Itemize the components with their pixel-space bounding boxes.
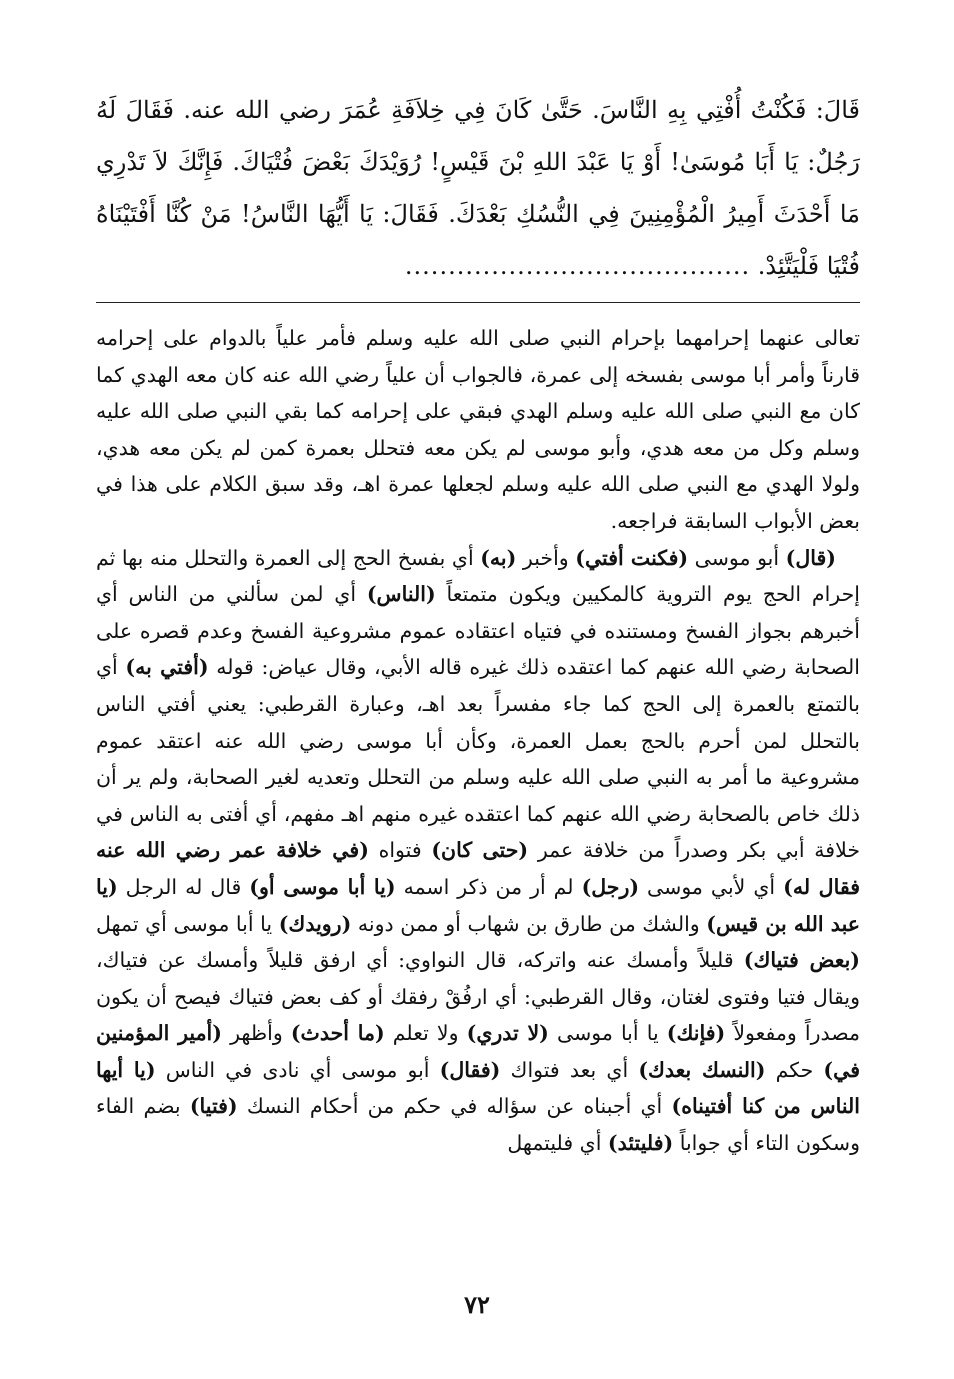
commentary-text: أي بفسخ الحج إلى العمرة والتحلل منه بها ثم إحرام الحج يوم التروية كالمكيين ويكون متمتعاً <box>96 545 860 607</box>
page-number: ٧٢ <box>464 1290 490 1319</box>
commentary-text: يا أبا موسى أي تمهل <box>96 911 279 936</box>
quoted-phrase: (يا عبد الله بن قيس) <box>96 874 860 936</box>
separator-rule <box>96 302 860 303</box>
commentary-text: قليلاً وأمسك عنه واتركه، قال النواوي: أي ارفق قليلاً وأمسك عن فتياك، ويقال فتيا وفتوى لغتان، وقال القرطبي: أي ارفُقْ رفقك أو كف بعض فتياك فيصح أن يكون مصدراً ومفعولاً <box>96 948 860 1046</box>
commentary-text: حكم <box>765 1057 824 1082</box>
commentary-text: وأظهر <box>221 1021 291 1046</box>
commentary-text: وأخبر <box>516 545 576 570</box>
quoted-phrase: (حتى كان) <box>431 838 529 863</box>
hadith-body: قَالَ: فَكُنْتُ أُفْتِي بِهِ النَّاسَ. حَتَّىٰ كَانَ فِي خِلاَفَةِ عُمَرَ رضي الله عنه. فَقَالَ لَهُ رَجُلٌ: يَا أَبَا مُوسَىٰ! أَوْ يَا عَبْدَ اللهِ بْنَ قَيْسٍ! رُوَيْدَكَ بَعْضَ فُتْيَاكَ. فَإِنَّكَ لاَ تَدْرِي مَا أَحْدَثَ أَمِيرُ الْمُؤْمِنِينَ فِي النُّسُكِ بَعْدَكَ. فَقَالَ: يَا أَيُّهَا النَّاسُ! مَنْ كُنَّا أَفْتَيْنَاهُ فُتْيَا فَلْيَتَّئِدْ. <box>96 96 860 280</box>
quoted-phrase: (بعض فتياك) <box>743 948 860 973</box>
quoted-phrase: (الناس) <box>366 582 436 607</box>
quoted-phrase: (فكنت أفتي) <box>575 545 689 570</box>
quoted-phrase: (رويدك) <box>278 911 352 936</box>
hadith-text <box>96 84 860 292</box>
quoted-phrase: (قال) <box>785 545 836 570</box>
commentary-text: لم أر من ذكر اسمه <box>395 874 582 899</box>
quoted-phrase: (فتيا) <box>189 1094 238 1119</box>
commentary-text: أبو موسى <box>688 545 786 570</box>
quoted-phrase: (أفتي به) <box>125 655 209 680</box>
commentary-text: أي فليتمهل <box>507 1131 608 1156</box>
commentary-text: أي لأبي موسى <box>639 874 784 899</box>
quoted-phrase: (رجل) <box>581 874 640 899</box>
commentary-text: أي بعد فتواك <box>500 1057 639 1082</box>
quoted-phrase: (فليتئد) <box>607 1131 674 1156</box>
quoted-phrase: (فإنك) <box>666 1021 726 1046</box>
commentary-paragraph-2 <box>96 540 860 1162</box>
commentary-text: فتواه <box>368 838 432 863</box>
commentary-text: بضم الفاء وسكون التاء أي جواباً <box>96 1094 860 1156</box>
continuation-dots: ........................................ <box>404 252 751 280</box>
quoted-phrase: (لا تدري) <box>466 1021 549 1046</box>
commentary-text: أي أجبناه عن سؤاله في حكم من أحكام النسك <box>237 1094 672 1119</box>
quoted-phrase: (في خلافة عمر رضي الله عنه فقال له) <box>96 838 860 899</box>
commentary-text: أي لمن سألني من الناس أي أخبرهم بجواز الفسخ ومستنده في فتياه اعتقاده عموم مشروعية الفسخ وعدم قصره على الصحابة رضي الله عنهم كما اعتقده ذلك غيره قاله الأبي، وقال عياض: قوله <box>96 582 860 680</box>
quoted-phrase: (به) <box>480 545 517 570</box>
quoted-phrase: (فقال) <box>439 1057 501 1082</box>
commentary-text: ولا تعلم <box>384 1021 467 1046</box>
commentary-text: أبو موسى أي نادى في الناس <box>155 1057 440 1082</box>
quoted-phrase: (أمير المؤمنين في) <box>96 1021 861 1082</box>
commentary <box>96 320 860 1162</box>
quoted-phrase: (النسك بعدك) <box>638 1057 766 1082</box>
commentary-text: قال له الرجل <box>117 874 250 899</box>
quoted-phrase: (يا أبا موسى أو) <box>249 874 396 899</box>
quoted-phrase: (ما أحدث) <box>290 1021 385 1046</box>
commentary-text: أي بالتمتع بالعمرة إلى الحج كما جاء مفسراً بعد اهـ، وعبارة القرطبي: يعني أفتي الناس بالتحلل لمن أحرم بالحج بعمل العمرة، وكأن أبا موسى رضي الله عنه اعتقد عموم مشروعية ما أمر به النبي صلى الله عليه وسلم من التحلل وتعديه لغير الصحابة، ولم ير أن ذلك خاص بالصحابة رضي الله عنهم كما اعتقده غيره منهم اهـ مفهم، أي أفتى به الناس في خلافة أبي بكر وصدراً من خلافة عمر <box>96 655 860 863</box>
commentary-paragraph-1: تعالى عنهما إحرامهما بإحرام النبي صلى الله عليه وسلم فأمر علياً بالدوام على إحرامه قارناً وأمر أبا موسى بفسخه إلى عمرة، فالجواب أن علياً رضي الله عنه كان معه الهدي كما كان مع النبي صلى الله عليه وسلم الهدي فبقي على إحرامه كما بقي النبي صلى الله عليه وسلم وكل من معه هدي، وأبو موسى لم يكن معه فتحلل بعمرة كمن لم يكن معه هدي، ولولا الهدي مع النبي صلى الله عليه وسلم لجعلها عمرة اهـ، وقد سبق الكلام على هذا في بعض الأبواب السابقة فراجعه. <box>96 326 860 533</box>
commentary-text: والشك من طارق بن شهاب أو ممن دونه <box>351 911 707 936</box>
quoted-phrase: (يا أيها الناس من كنا أفتيناه) <box>96 1057 861 1119</box>
commentary-text: يا أبا موسى <box>548 1021 667 1046</box>
